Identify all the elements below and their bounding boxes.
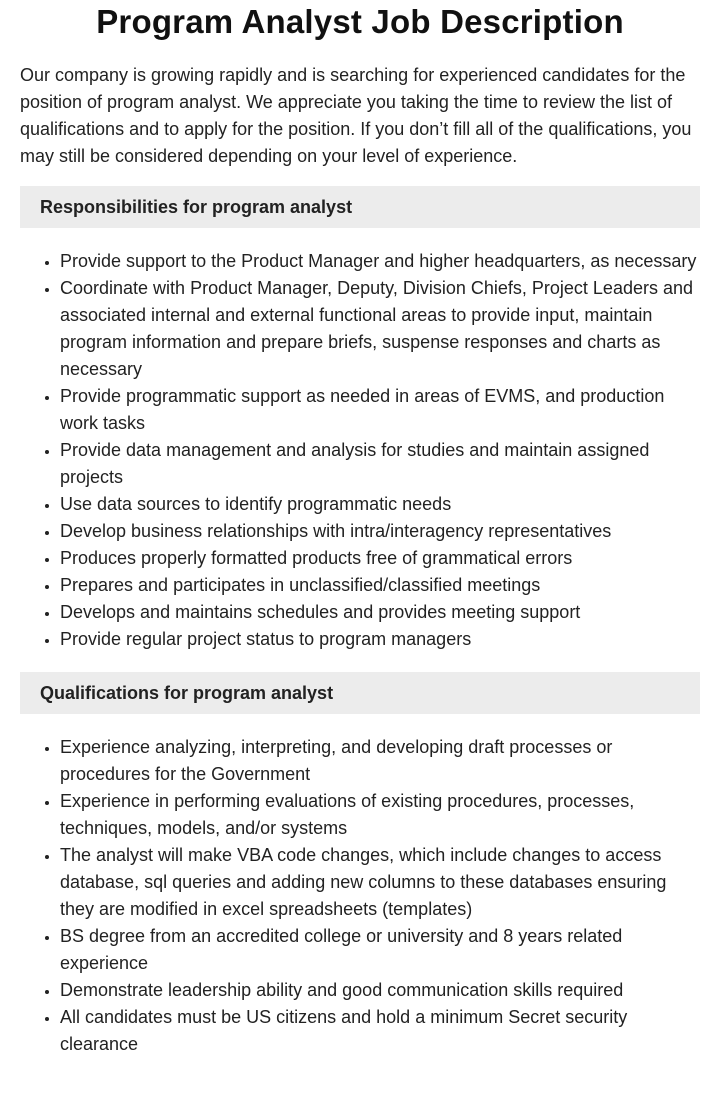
list-item: • Develop business relationships with intra/interagency representatives [60, 518, 700, 545]
responsibilities-list [20, 248, 700, 653]
page-title: Program Analyst Job Description [96, 3, 624, 40]
qualifications-heading: Qualifications for program analyst [20, 672, 700, 714]
list-item: • The analyst will make VBA code changes, which include changes to access database, sql queries and adding new columns to these databases ensuring they are modified in excel spreadsheets (templates) [60, 842, 700, 923]
list-item: • Use data sources to identify programmatic needs [60, 491, 700, 518]
list-item: • Produces properly formatted products free of grammatical errors [60, 545, 700, 572]
list-item: • Experience in performing evaluations of existing procedures, processes, techniques, models, and/or systems [60, 788, 700, 842]
list-item: • Provide regular project status to program managers [60, 626, 700, 653]
list-item: • Prepares and participates in unclassified/classified meetings [60, 572, 700, 599]
list-item: • Provide programmatic support as needed in areas of EVMS, and production work tasks [60, 383, 700, 437]
qualifications-list [20, 734, 700, 1058]
list-item: • Experience analyzing, interpreting, and developing draft processes or procedures for the Government [60, 734, 700, 788]
list-item: • Demonstrate leadership ability and good communication skills required [60, 977, 700, 1004]
intro-paragraph: Our company is growing rapidly and is searching for experienced candidates for the position of program analyst. We appreciate you taking the time to review the list of qualifications and to apply for the position. If you don’t fill all of the qualifications, you may still be considered depending on your level of experience. [20, 65, 692, 166]
list-item: • Provide data management and analysis for studies and maintain assigned projects [60, 437, 700, 491]
responsibilities-heading: Responsibilities for program analyst [20, 186, 700, 228]
list-item: • All candidates must be US citizens and hold a minimum Secret security clearance [60, 1004, 700, 1058]
list-item: • BS degree from an accredited college or university and 8 years related experience [60, 923, 700, 977]
list-item: • Provide support to the Product Manager and higher headquarters, as necessary [60, 248, 700, 275]
list-item: • Coordinate with Product Manager, Deputy, Division Chiefs, Project Leaders and associated internal and external functional areas to provide input, maintain program information and prepare briefs, suspense responses and charts as necessary [60, 275, 700, 383]
list-item: • Develops and maintains schedules and provides meeting support [60, 599, 700, 626]
